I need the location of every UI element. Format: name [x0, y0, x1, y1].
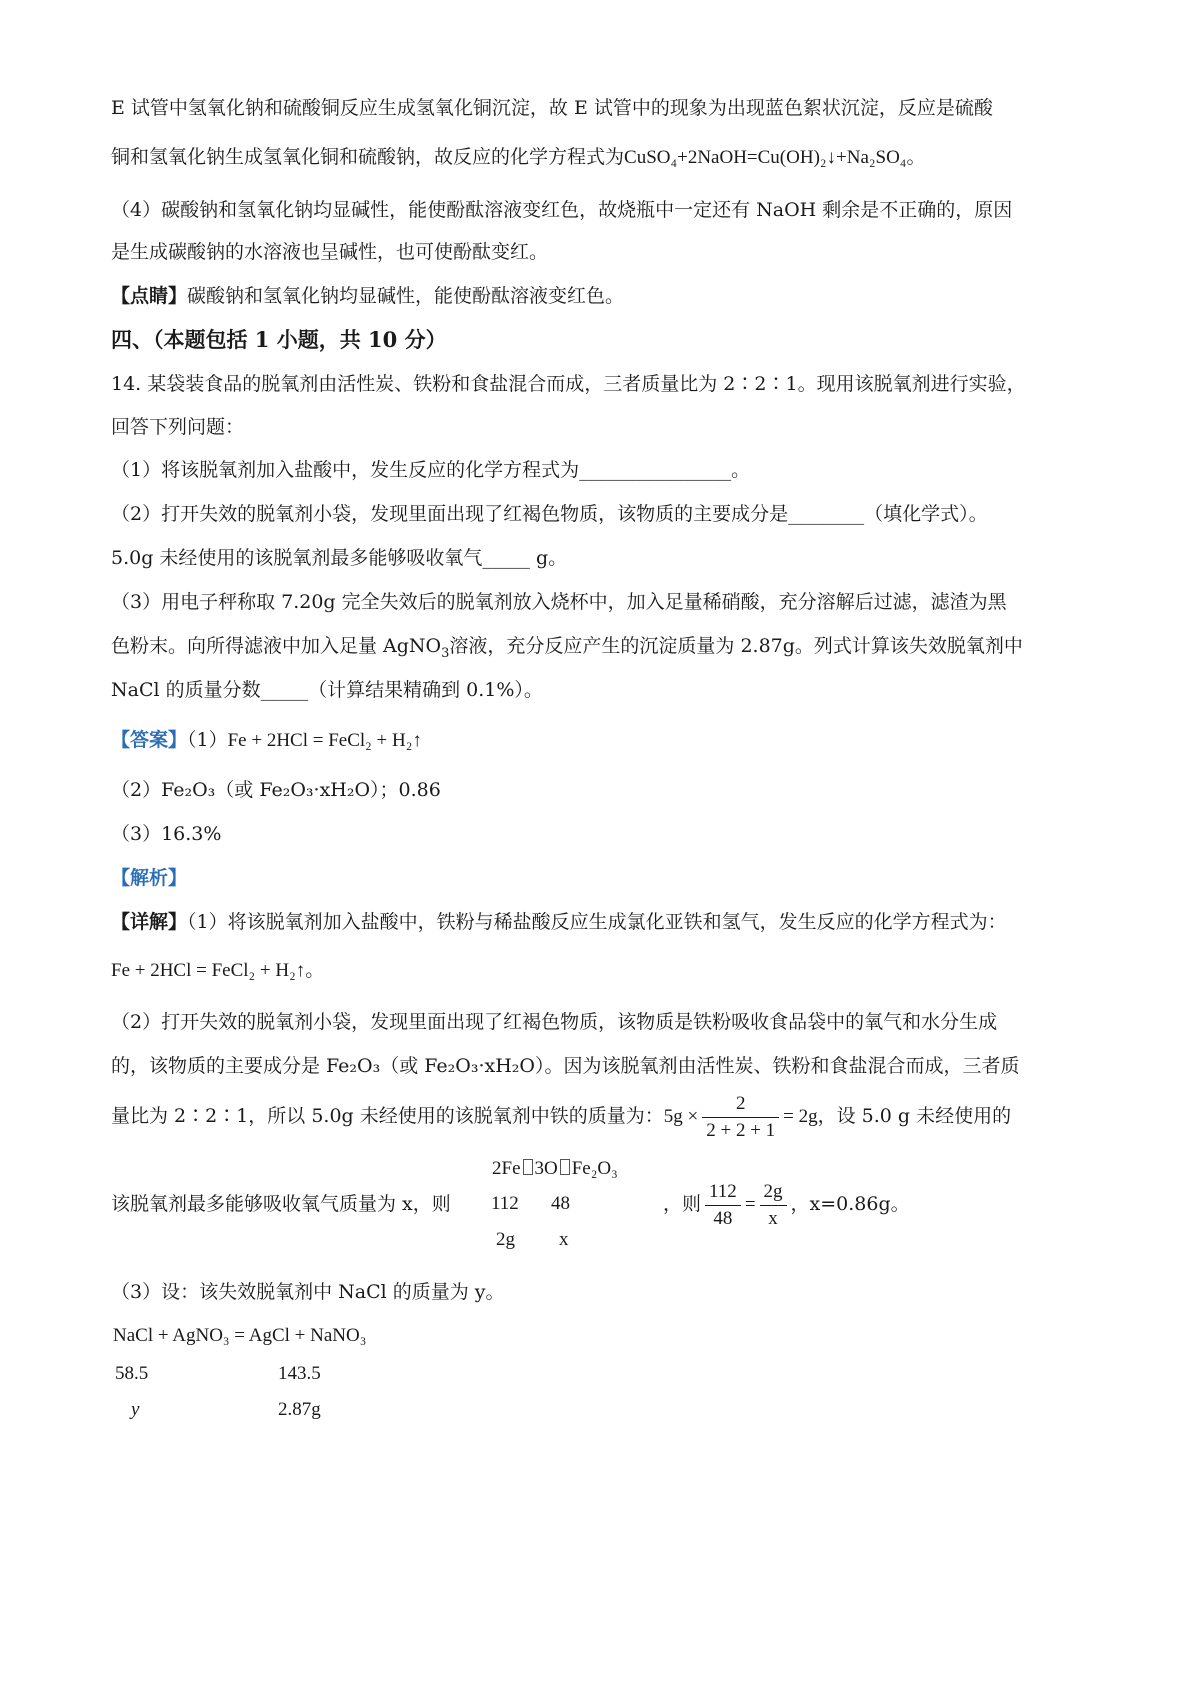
fraction-numerator: 112 — [705, 1179, 741, 1206]
missing-glyph-box — [523, 1159, 533, 1175]
fraction-denominator: 2 + 2 + 1 — [706, 1119, 776, 1141]
question-line: （1）将该脱氧剂加入盐酸中，发生反应的化学方程式为________________。 — [111, 459, 751, 481]
detail-line-start: 该脱氧剂最多能够吸收氧气质量为 x，则 — [111, 1193, 451, 1215]
fraction-prefix: 5g × — [663, 1106, 699, 1127]
calc-mass-2: 48 — [551, 1193, 570, 1214]
answer-line: （2）Fe₂O₃（或 Fe₂O₃·xH₂O）；0.86 — [111, 779, 441, 801]
ratio-line — [663, 1174, 910, 1235]
detail-line — [111, 1086, 1105, 1147]
text: 。 — [305, 959, 325, 981]
detail-line: （2）打开失效的脱氧剂小袋，发现里面出现了红褐色物质，该物质是铁粉吸收食品袋中的氧气和水分生成 — [111, 1011, 998, 1033]
analysis-tag: 【解析】 — [111, 867, 188, 889]
text: 溶液，充分反应产生的沉淀质量为 2.87g。列式计算该失效脱氧剂中 — [449, 635, 1023, 657]
answer-line: （3）16.3% — [111, 823, 222, 845]
paragraph-line: 是生成碳酸钠的水溶液也呈碱性，也可使酚酞变红。 — [111, 241, 549, 263]
equals-sign: = — [744, 1194, 756, 1215]
fraction-denominator: x — [768, 1207, 778, 1229]
text: 色粉末。向所得滤液中加入足量 AgNO — [111, 635, 442, 657]
detail-line: （3）设：该失效脱氧剂中 NaCl 的质量为 y。 — [111, 1281, 505, 1303]
calc-term: 3O — [534, 1158, 558, 1179]
detail-line: 的，该物质的主要成分是 Fe₂O₃（或 Fe₂O₃·xH₂O）。因为该脱氧剂由活性炭、铁粉和食盐混合而成，三者质 — [111, 1055, 1020, 1077]
fraction — [705, 1179, 741, 1232]
paragraph-line — [111, 143, 1105, 172]
text: （1）将该脱氧剂加入盐酸中，铁粉与稀盐酸反应生成氯化亚铁和氢气，发生反应的化学方程式为： — [187, 911, 1007, 933]
calc-mass: 58.5 — [115, 1363, 149, 1384]
question-line: 色粉末。向所得滤液中加入足量 AgNO$_3$溶液，充分反应产生的沉淀质量为 2.87g。列式计算该失效脱氧剂中 — [111, 635, 1023, 661]
calc-term: 2Fe — [492, 1158, 521, 1179]
note-text: 碳酸钠和氢氧化钠均显碱性，能使酚酞溶液变红色。 — [187, 285, 625, 307]
calc-top-row — [492, 1155, 618, 1183]
question-line: （2）打开失效的脱氧剂小袋，发现里面出现了红褐色物质，该物质的主要成分是________（填化学式）。 — [111, 503, 988, 525]
detail-tag: 【详解】 — [111, 911, 188, 933]
dianjing-note — [111, 282, 1105, 310]
section-heading: 四、（本题包括 1 小题，共 10 分） — [111, 327, 447, 352]
calc-given: 2.87g — [278, 1399, 321, 1420]
missing-glyph-box — [560, 1159, 570, 1175]
chemical-equation: CuSO₄+2NaOH=Cu(OH)₂↓+Na₂SO₄ — [624, 147, 907, 168]
note-tag: 【点睛】 — [111, 285, 188, 307]
calc-unknown: y — [131, 1399, 140, 1420]
chemical-equation: NaCl + AgNO₃ = AgCl + NaNO₃ — [113, 1325, 367, 1346]
text: 。 — [906, 146, 926, 168]
answer-line — [111, 726, 1105, 755]
chemical-equation: Fe + 2HCl = FeCl₂ + H₂↑ — [227, 730, 422, 751]
chemical-equation: Fe + 2HCl = FeCl₂ + H₂↑ — [111, 960, 306, 981]
question-line: 14. 某袋装食品的脱氧剂由活性炭、铁粉和食盐混合而成，三者质量比为 2∶2∶1。现用该脱氧剂进行实验， — [111, 373, 1026, 395]
text: ，则 — [663, 1193, 702, 1215]
fraction-denominator: 48 — [713, 1207, 733, 1229]
fraction — [760, 1179, 787, 1232]
fraction-numerator: 2g — [760, 1179, 787, 1206]
calc-given: 2g — [496, 1229, 515, 1250]
text: 量比为 2∶2∶1，所以 5.0g 未经使用的该脱氧剂中铁的质量为： — [111, 1105, 664, 1127]
fraction-numerator: 2 — [702, 1091, 779, 1118]
paragraph-line: E 试管中氢氧化钠和硫酸铜反应生成氢氧化铜沉淀，故 E 试管中的现象为出现蓝色絮状沉淀，反应是硫酸 — [111, 97, 993, 119]
fraction-result: = 2g — [783, 1106, 818, 1127]
text: ，x=0.86g。 — [790, 1193, 910, 1215]
paragraph-line: （4）碳酸钠和氢氧化钠均显碱性，能使酚酞溶液变红色，故烧瓶中一定还有 NaOH 剩余是不正确的，原因 — [111, 199, 1013, 221]
detail-line — [111, 956, 1105, 985]
calc-mass: 143.5 — [278, 1363, 321, 1384]
calc-mass-1: 112 — [491, 1193, 519, 1214]
detail-line — [111, 908, 1105, 936]
answer-tag: 【答案】 — [111, 729, 188, 751]
calc-unknown: x — [559, 1229, 569, 1250]
question-line: NaCl 的质量分数_____（计算结果精确到 0.1%）。 — [111, 679, 543, 701]
question-line: （3）用电子秤称取 7.20g 完全失效后的脱氧剂放入烧杯中，加入足量稀硝酸，充分溶解后过滤，滤渣为黑 — [111, 591, 1007, 613]
calc-term: Fe₂O₃ — [571, 1158, 618, 1179]
question-line: 回答下列问题： — [111, 416, 245, 438]
text: 铜和氢氧化钠生成氢氧化铜和硫酸钠，故反应的化学方程式为 — [111, 146, 625, 168]
text: （1） — [187, 729, 228, 751]
fraction — [702, 1091, 779, 1144]
question-line: 5.0g 未经使用的该脱氧剂最多能够吸收氧气_____ g。 — [111, 547, 568, 569]
text: ，设 5.0 g 未经使用的 — [817, 1105, 1012, 1127]
